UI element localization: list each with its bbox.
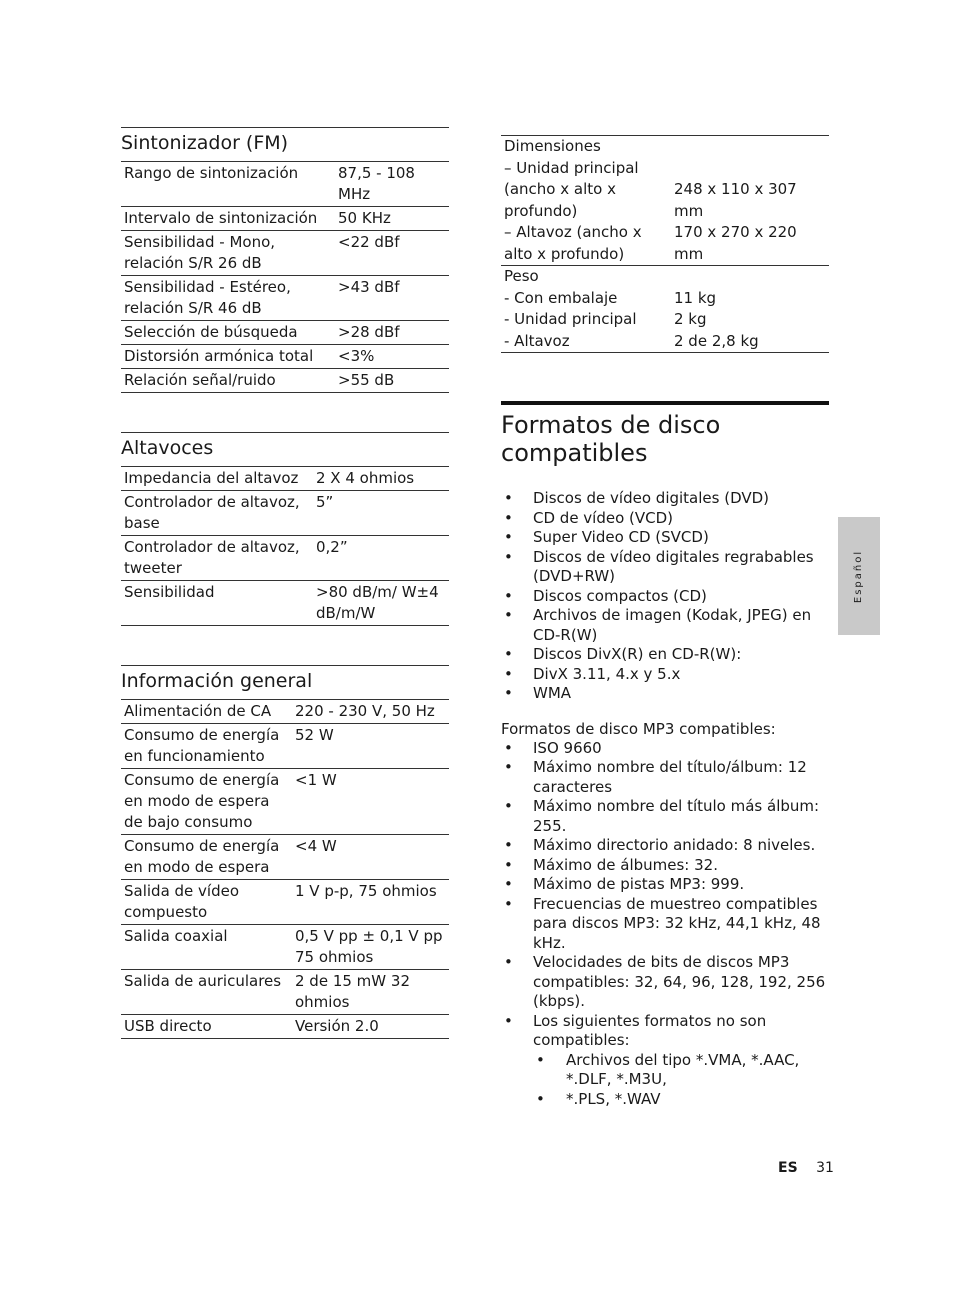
spec-value: 2 de 15 mW 32 ohmios	[295, 972, 410, 1011]
spec-value: >55 dB	[338, 371, 395, 389]
speaker-row	[121, 536, 449, 581]
mp3-formats-title: Formatos de disco MP3 compatibles:	[501, 719, 776, 738]
speakers-section	[121, 432, 449, 626]
format-item	[501, 645, 829, 665]
formats-heading	[501, 401, 829, 467]
spec-value: <3%	[338, 347, 375, 365]
mp3-format-item	[501, 1012, 829, 1110]
spec-label: Controlador de altavoz, base	[124, 493, 300, 532]
spec-value: 52 W	[295, 726, 334, 744]
format-item-text: Archivos de imagen (Kodak, JPEG) en CD-R(W)	[533, 606, 812, 644]
mp3-format-item	[501, 739, 829, 759]
general-info-row	[121, 1015, 449, 1039]
spec-label: Sensibilidad	[124, 583, 215, 601]
spec-label: Sensibilidad - Mono, relación S/R 26 dB	[124, 233, 276, 272]
mp3-format-item-text: Máximo nombre del título/álbum: 12 caracteres	[533, 758, 807, 796]
format-item-text: Discos DivX(R) en CD-R(W):	[533, 645, 742, 663]
tuner-row	[121, 276, 449, 321]
format-item-text: Discos de vídeo digitales (DVD)	[533, 489, 770, 507]
spec-label: Consumo de energía en funcionamiento	[124, 726, 280, 765]
format-item	[501, 665, 829, 685]
weight-label-row	[501, 266, 829, 288]
spec-label: Impedancia del altavoz	[124, 469, 299, 487]
dimensions-unit-value: 248 x 110 x 307 mm	[674, 180, 797, 220]
mp3-format-item-text: Máximo de álbumes: 32.	[533, 855, 718, 874]
format-item-text: DivX 3.11, 4.x y 5.x	[533, 664, 681, 683]
spec-value: 0,5 V pp ± 0,1 V pp 75 ohmios	[295, 927, 443, 966]
format-item	[501, 587, 829, 607]
tuner-row	[121, 231, 449, 276]
speakers-table	[121, 467, 449, 626]
dimensions-unit-label: – Unidad principal (ancho x alto x profundo)	[504, 158, 639, 220]
spec-value: >43 dBf	[338, 278, 400, 296]
general-info-row	[121, 769, 449, 835]
dimensions-speaker-value: 170 x 270 x 220 mm	[674, 223, 797, 263]
speaker-row	[121, 581, 449, 626]
format-item-text: Super Video CD (SVCD)	[533, 528, 709, 546]
unsupported-format-item	[533, 1051, 829, 1090]
weight-row	[501, 331, 829, 353]
spec-value: 1 V p-p, 75 ohmios	[295, 882, 437, 900]
spec-label: Salida de auriculares	[124, 972, 282, 990]
tuner-title: Sintonizador (FM)	[121, 127, 449, 162]
speaker-row	[121, 467, 449, 491]
format-item	[501, 548, 829, 587]
tuner-row	[121, 345, 449, 369]
spec-label: Intervalo de sintonización	[124, 209, 318, 227]
general-info-row	[121, 925, 449, 970]
page-footer	[778, 1160, 834, 1176]
spec-label: Salida de vídeo compuesto	[124, 882, 240, 921]
formats-title: Formatos de disco compatibles	[501, 411, 721, 467]
format-item-text: WMA	[533, 684, 572, 702]
spec-label: Controlador de altavoz, tweeter	[124, 538, 300, 577]
spec-label: Selección de búsqueda	[124, 323, 298, 341]
tuner-row	[121, 207, 449, 231]
spec-value: 2 de 2,8 kg	[674, 331, 759, 350]
format-item-text: CD de vídeo (VCD)	[533, 508, 674, 527]
general-info-row	[121, 970, 449, 1015]
general-info-row	[121, 724, 449, 769]
mp3-formats-list	[501, 739, 829, 1110]
format-item	[501, 528, 829, 548]
spec-value: >80 dB/m/ W±4 dB/m/W	[316, 583, 439, 622]
tuner-table	[121, 162, 449, 393]
page-number: 31	[816, 1160, 834, 1176]
left-column	[121, 127, 449, 1078]
spec-label: - Altavoz	[504, 331, 570, 350]
spec-value: 11 kg	[674, 288, 717, 307]
mp3-format-item	[501, 836, 829, 856]
mp3-format-item-text: Máximo nombre del título más álbum: 255.	[533, 797, 820, 835]
spec-value: 2 kg	[674, 310, 707, 328]
general-info-table	[121, 700, 449, 1039]
unsupported-formats-list	[533, 1051, 829, 1110]
tuner-row	[121, 321, 449, 345]
dimensions-label-row	[501, 136, 829, 158]
spec-value: >28 dBf	[338, 323, 400, 341]
unsupported-format-item	[533, 1090, 829, 1110]
spec-label: Relación señal/ruido	[124, 371, 276, 389]
general-info-title: Información general	[121, 665, 449, 700]
general-info-row	[121, 835, 449, 880]
spec-label: USB directo	[124, 1017, 212, 1035]
mp3-format-item-text: ISO 9660	[533, 738, 602, 757]
format-item	[501, 509, 829, 529]
mp3-format-item-text: Velocidades de bits de discos MP3 compatibles: 32, 64, 96, 128, 192, 256 (kbps).	[533, 953, 826, 1010]
speakers-title: Altavoces	[121, 432, 449, 467]
spec-value: 0,2”	[316, 538, 348, 556]
weight-row	[501, 288, 829, 310]
format-item-text: Discos de vídeo digitales regrabables (DVD+RW)	[533, 547, 814, 585]
spec-label: Salida coaxial	[124, 927, 228, 945]
spec-value: <22 dBf	[338, 233, 400, 251]
mp3-format-item	[501, 758, 829, 797]
spec-value: <1 W	[295, 771, 337, 789]
general-info-section	[121, 665, 449, 1039]
dimensions-unit-row	[501, 158, 829, 223]
spec-value: 87,5 - 108 MHz	[338, 164, 415, 203]
spec-label: Sensibilidad - Estéreo, relación S/R 46 dB	[124, 278, 291, 317]
tuner-section	[121, 127, 449, 393]
general-info-row	[121, 880, 449, 925]
unsupported-format-text: Archivos del tipo *.VMA, *.AAC, *.DLF, *.M3U,	[566, 1050, 800, 1088]
format-item	[501, 489, 829, 509]
spec-label: - Unidad principal	[504, 310, 637, 328]
mp3-format-item	[501, 797, 829, 836]
mp3-format-item	[501, 895, 829, 954]
right-column	[501, 135, 829, 1109]
dimensions-weight-table	[501, 135, 829, 353]
spec-value: Versión 2.0	[295, 1017, 379, 1035]
weight-label: Peso	[504, 267, 539, 285]
spec-value: <4 W	[295, 837, 337, 855]
tuner-row	[121, 162, 449, 207]
speaker-row	[121, 491, 449, 536]
spec-value: 220 - 230 V, 50 Hz	[295, 702, 435, 720]
footer-language: ES	[778, 1160, 798, 1176]
spec-label: Consumo de energía en modo de espera de bajo consumo	[124, 771, 280, 831]
mp3-format-item	[501, 875, 829, 895]
spec-label: Alimentación de CA	[124, 702, 272, 720]
mp3-format-item-text: Los siguientes formatos no son compatibles:	[533, 1011, 767, 1049]
formats-list	[501, 489, 829, 704]
mp3-format-item	[501, 953, 829, 1012]
mp3-format-item	[501, 856, 829, 876]
mp3-format-item-text: Máximo de pistas MP3: 999.	[533, 875, 745, 893]
weight-row	[501, 309, 829, 331]
spec-label: - Con embalaje	[504, 288, 618, 307]
spec-label: Distorsión armónica total	[124, 347, 314, 365]
dimensions-label: Dimensiones	[504, 137, 601, 155]
spec-label: Consumo de energía en modo de espera	[124, 837, 280, 876]
dimensions-speaker-label: – Altavoz (ancho x alto x profundo)	[504, 223, 642, 263]
spec-value: 50 KHz	[338, 209, 391, 227]
format-item	[501, 606, 829, 645]
spec-value: 2 X 4 ohmios	[316, 469, 415, 487]
spec-value: 5”	[316, 493, 334, 511]
format-item	[501, 684, 829, 704]
tuner-row	[121, 369, 449, 393]
language-tab	[838, 517, 880, 635]
mp3-format-item-text: Máximo directorio anidado: 8 niveles.	[533, 836, 816, 854]
unsupported-format-text: *.PLS, *.WAV	[566, 1089, 661, 1108]
general-info-row	[121, 700, 449, 724]
dimensions-speaker-row	[501, 222, 829, 266]
spec-label: Rango de sintonización	[124, 164, 299, 182]
format-item-text: Discos compactos (CD)	[533, 586, 707, 605]
mp3-format-item-text: Frecuencias de muestreo compatibles para discos MP3: 32 kHz, 44,1 kHz, 48 kHz.	[533, 894, 821, 952]
language-tab-label: Español	[853, 549, 865, 603]
